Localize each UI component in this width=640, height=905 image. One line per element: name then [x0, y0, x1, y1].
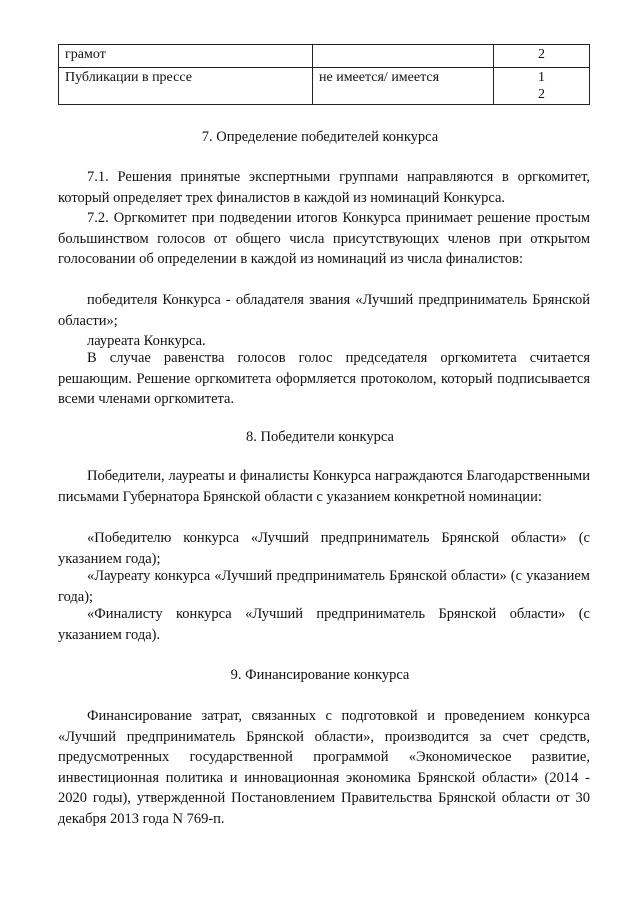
section-7-paragraph-3: победителя Конкурса - обладателя звания «Лучший предприниматель Брянской области»;: [58, 292, 590, 329]
section-9-heading: 9. Финансирование конкурса: [230, 667, 410, 683]
table-row: [59, 45, 590, 68]
score-value: 1: [538, 70, 545, 85]
section-9-paragraph-1: Финансирование затрат, связанных с подготовкой и проведением конкурса «Лучший предприниматель Брянской области», производится за счет средств, предусмотренных государственной программой «Экономическое развитие, инвестиционная политика и инновационная экономика Брянской области» (2014 - 2020 годы), утвержденной Постановлением Правительства Брянской области от 30 декабря 2013 года N 769-п.: [58, 708, 590, 827]
table-cell: не имеется/ имеется: [313, 68, 494, 105]
section-7-paragraph-5: В случае равенства голосов голос председателя оргкомитета считается решающим. Решение оргкомитета оформляется протоколом, который подписывается всеми членами оргкомитета.: [58, 350, 590, 407]
section-8-paragraph-3: «Лауреату конкурса «Лучший предприниматель Брянской области» (с указанием года);: [58, 568, 590, 605]
section-8-paragraph-4: «Финалисту конкурса «Лучший предприниматель Брянской области» (с указанием года).: [58, 606, 590, 643]
table-row: [59, 68, 590, 105]
table-cell: [313, 45, 494, 68]
score-value: 2: [538, 87, 545, 102]
criteria-table: [58, 44, 590, 105]
section-7-paragraph-2: 7.2. Оргкомитет при подведении итогов Конкурса принимает решение простым большинством голосов от общего числа присутствующих членов при открытом голосовании об определении в каждой из номинаций из числа финалистов:: [58, 210, 590, 267]
section-7-paragraph-1: 7.1. Решения принятые экспертными группами направляются в оргкомитет, который определяет трех финалистов в каждой из номинаций Конкурса.: [58, 169, 590, 206]
section-8-paragraph-2: «Победителю конкурса «Лучший предприниматель Брянской области» (с указанием года);: [58, 530, 590, 567]
table-cell: 2: [494, 45, 590, 68]
table-cell: Публикации в прессе: [59, 68, 313, 105]
table-cell: грамот: [59, 45, 313, 68]
section-8-paragraph-1: Победители, лауреаты и финалисты Конкурса награждаются Благодарственными письмами Губернатора Брянской области с указанием конкретной номинации:: [58, 468, 590, 505]
section-7-paragraph-4: лауреата Конкурса.: [87, 333, 206, 349]
section-8-heading: 8. Победители конкурса: [246, 429, 394, 445]
table-cell: [494, 68, 590, 105]
section-7-heading: 7. Определение победителей конкурса: [201, 129, 439, 145]
